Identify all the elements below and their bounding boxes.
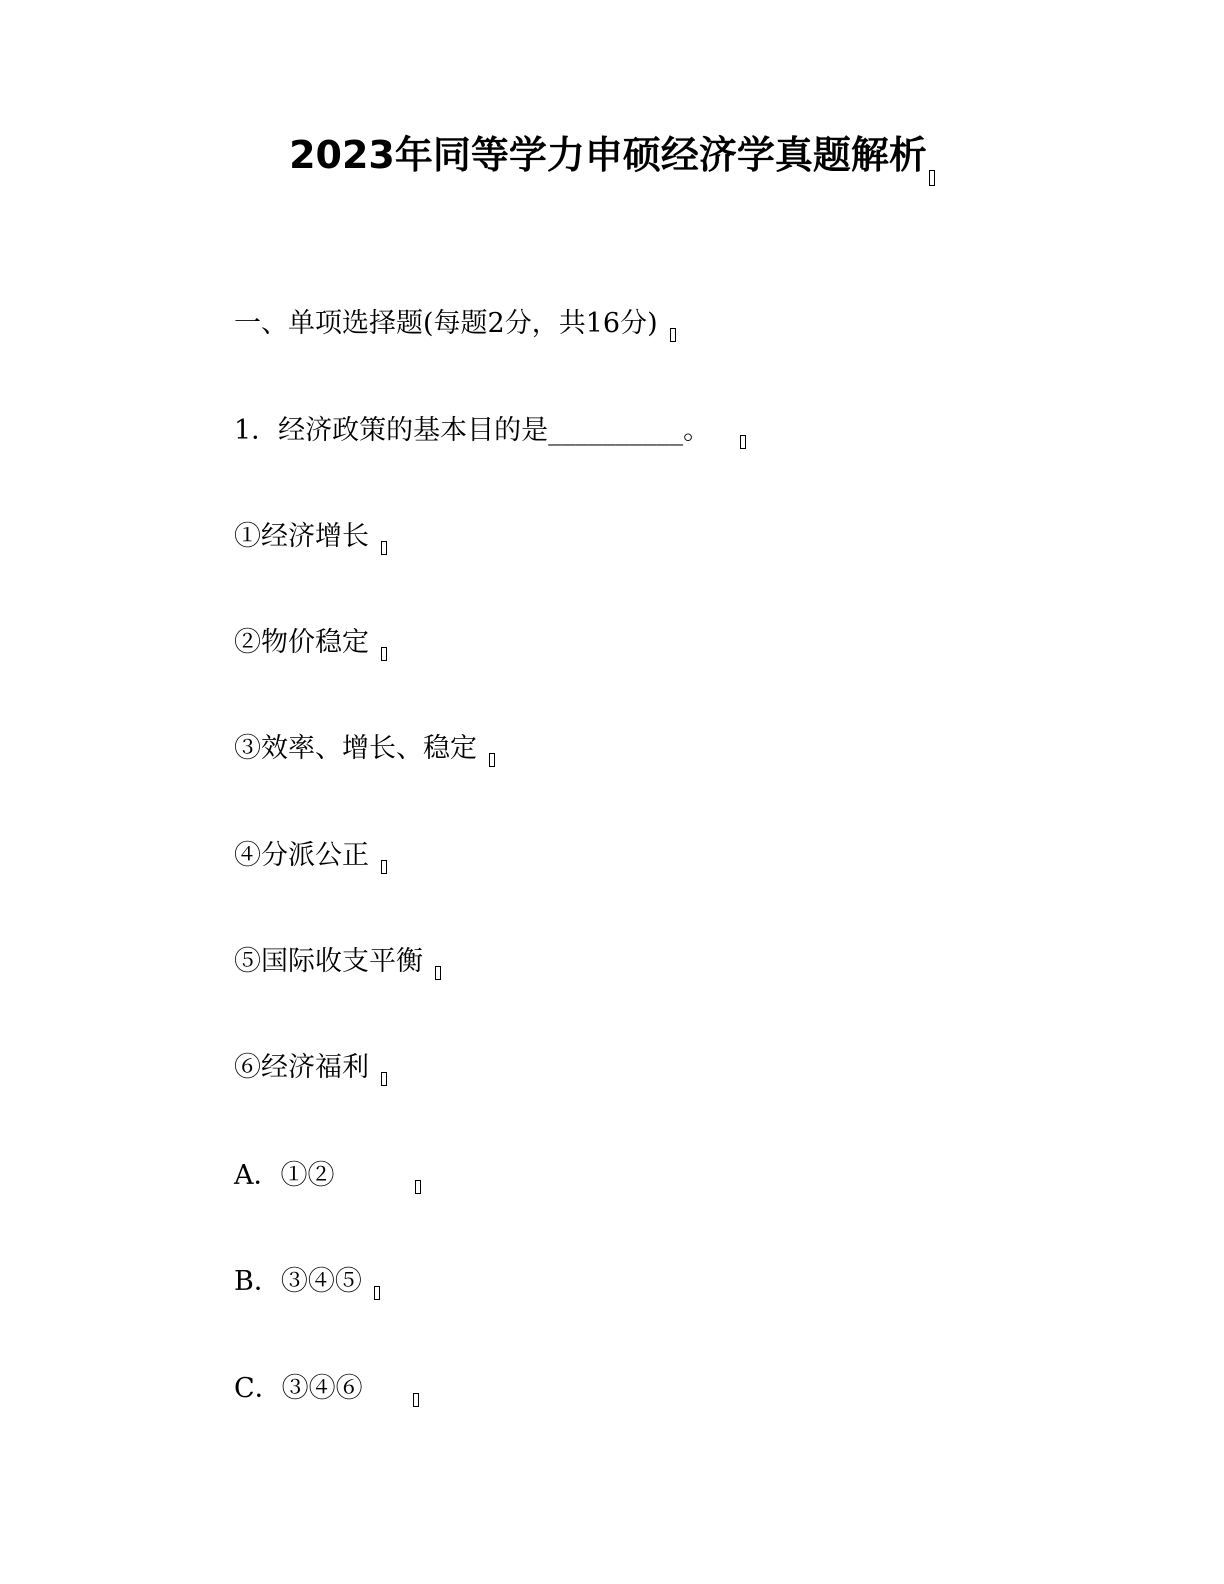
- option-b: [234, 1264, 380, 1300]
- paragraph-mark-icon: [381, 1072, 387, 1086]
- statement-text: ⑥经济福利: [234, 1052, 369, 1083]
- paragraph-mark-icon: [413, 1393, 419, 1407]
- statement-text: ①经济增长: [234, 521, 369, 552]
- paragraph-mark-icon: [381, 860, 387, 874]
- statement-1: [234, 519, 387, 555]
- option-text: A．①②: [234, 1160, 335, 1191]
- paragraph-mark-icon: [374, 1286, 380, 1300]
- question-1: [234, 413, 746, 449]
- option-text: B．③④⑤: [234, 1266, 362, 1297]
- statement-6: [234, 1050, 387, 1086]
- paragraph-mark-icon: [381, 647, 387, 661]
- question-text: 1．经济政策的基本目的是__________。: [234, 415, 711, 446]
- title-text: 2023年同等学力申硕经济学真题解析: [289, 133, 927, 177]
- statement-text: ③效率、增长、稳定: [234, 733, 477, 764]
- statement-4: [234, 838, 387, 874]
- paragraph-mark-icon: [381, 541, 387, 555]
- statement-2: [234, 625, 387, 661]
- paragraph-mark-icon: [489, 753, 495, 767]
- section-heading: [234, 306, 676, 342]
- document-title: [0, 130, 1224, 186]
- option-c: [234, 1371, 419, 1407]
- paragraph-mark-icon: [670, 328, 676, 342]
- paragraph-mark-icon: [435, 966, 441, 980]
- paragraph-mark-icon: [415, 1180, 421, 1194]
- section-heading-text: 一、单项选择题(每题2分，共16分): [234, 308, 658, 339]
- statement-5: [234, 944, 441, 980]
- statement-text: ⑤国际收支平衡: [234, 946, 423, 977]
- option-a: [234, 1158, 421, 1194]
- paragraph-mark-icon: [929, 170, 935, 186]
- statement-3: [234, 731, 495, 767]
- option-text: C．③④⑥: [234, 1373, 363, 1404]
- statement-text: ②物价稳定: [234, 627, 369, 658]
- paragraph-mark-icon: [740, 435, 746, 449]
- statement-text: ④分派公正: [234, 840, 369, 871]
